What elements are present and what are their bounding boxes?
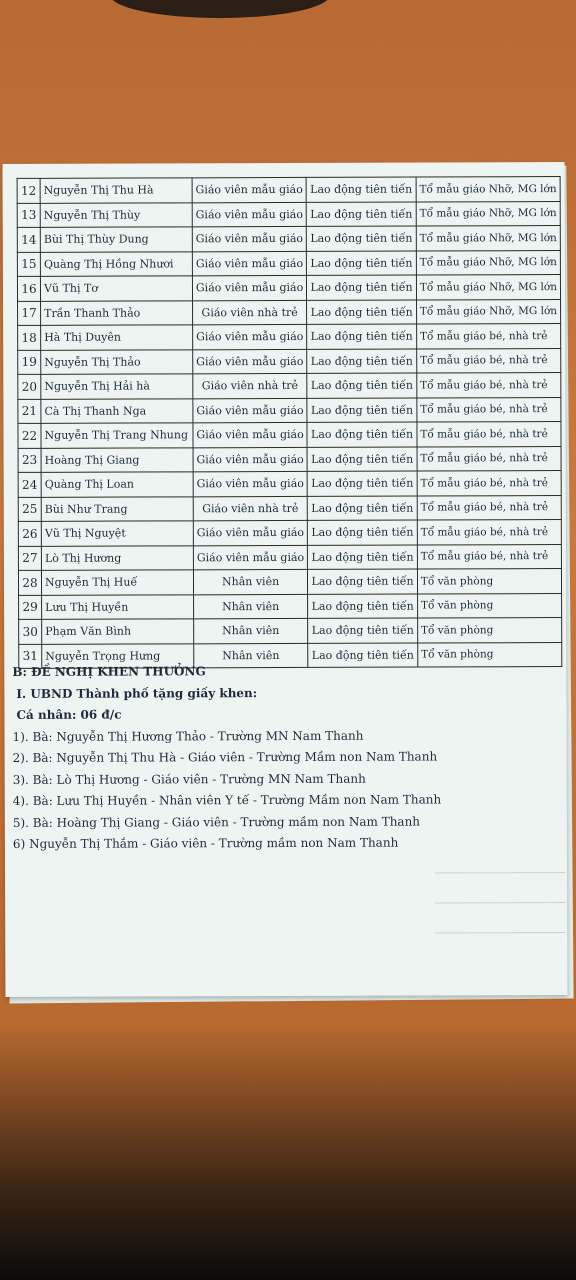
role-cell: Giáo viên mẫu giáo bbox=[193, 398, 308, 423]
unit-cell: Tổ mẫu giáo bé, nhà trẻ bbox=[417, 520, 561, 545]
unit-cell: Tổ mẫu giáo bé, nhà trẻ bbox=[417, 471, 561, 496]
nominee-item: 3). Bà: Lò Thị Hương - Giáo viên - Trường MN Nam Thanh bbox=[12, 771, 366, 787]
name-cell: Bùi Như Trang bbox=[41, 496, 193, 521]
table-row bbox=[18, 299, 561, 325]
title-cell: Lao động tiên tiến bbox=[308, 545, 418, 570]
nominee-item: 2). Bà: Nguyễn Thị Thu Hà - Giáo viên - Trường Mầm non Nam Thanh bbox=[12, 749, 438, 765]
title-cell: Lao động tiên tiến bbox=[307, 422, 417, 447]
role-cell: Giáo viên mẫu giáo bbox=[193, 520, 308, 545]
title-cell: Lao động tiên tiến bbox=[307, 373, 417, 398]
title-cell: Lao động tiên tiến bbox=[306, 177, 416, 202]
stt-cell: 31 bbox=[19, 644, 42, 669]
role-cell: Giáo viên nhà trẻ bbox=[192, 300, 307, 325]
stt-cell: 20 bbox=[18, 374, 41, 399]
table-row bbox=[17, 250, 560, 276]
stt-cell: 25 bbox=[18, 497, 41, 522]
roster-body bbox=[17, 177, 562, 669]
stt-cell: 15 bbox=[17, 252, 40, 277]
role-cell: Giáo viên mẫu giáo bbox=[193, 349, 308, 374]
stt-cell: 26 bbox=[18, 521, 41, 546]
stt-cell: 13 bbox=[17, 203, 40, 228]
unit-cell: Tổ văn phòng bbox=[417, 593, 561, 618]
stt-cell: 19 bbox=[18, 350, 41, 375]
table-row bbox=[17, 201, 560, 227]
role-cell: Nhân viên bbox=[193, 594, 308, 619]
unit-cell: Tổ mẫu giáo bé, nhà trẻ bbox=[417, 446, 561, 471]
stt-cell: 12 bbox=[17, 178, 40, 203]
name-cell: Hà Thị Duyên bbox=[41, 325, 193, 350]
unit-cell: Tổ văn phòng bbox=[417, 569, 561, 594]
nominee-item: 5). Bà: Hoàng Thị Giang - Giáo viên - Trường mầm non Nam Thanh bbox=[12, 814, 421, 830]
name-cell: Phạm Văn Bình bbox=[42, 619, 194, 644]
name-cell: Lưu Thị Huyền bbox=[42, 594, 194, 619]
title-cell: Lao động tiên tiến bbox=[307, 398, 417, 423]
name-cell: Lò Thị Hương bbox=[41, 545, 193, 570]
table-row bbox=[18, 397, 561, 423]
stt-cell: 28 bbox=[18, 570, 41, 595]
faint-rule bbox=[435, 872, 565, 873]
role-cell: Giáo viên mẫu giáo bbox=[192, 202, 307, 227]
table-row bbox=[18, 373, 561, 399]
table-row bbox=[18, 471, 561, 497]
nominee-item: 1). Bà: Nguyễn Thị Hương Thảo - Trường MN Nam Thanh bbox=[12, 728, 364, 744]
name-cell: Quàng Thị Hồng Nhươi bbox=[40, 251, 192, 276]
name-cell: Quàng Thị Loan bbox=[41, 472, 193, 497]
name-cell: Trần Thanh Thảo bbox=[41, 300, 193, 325]
stt-cell: 24 bbox=[18, 472, 41, 497]
table-row bbox=[18, 569, 561, 595]
table-row bbox=[17, 177, 560, 203]
stt-cell: 30 bbox=[19, 619, 42, 644]
stt-cell: 23 bbox=[18, 448, 41, 473]
stt-cell: 27 bbox=[18, 546, 41, 571]
table-row bbox=[19, 618, 562, 644]
title-cell: Lao động tiên tiến bbox=[307, 275, 417, 300]
role-cell: Giáo viên nhà trẻ bbox=[193, 496, 308, 521]
table-row bbox=[18, 324, 561, 350]
role-cell: Nhân viên bbox=[193, 569, 308, 594]
role-cell: Giáo viên mẫu giáo bbox=[193, 471, 308, 496]
unit-cell: Tổ mẫu giáo bé, nhà trẻ bbox=[417, 397, 561, 422]
unit-cell: Tổ mẫu giáo bé, nhà trẻ bbox=[416, 324, 560, 349]
unit-cell: Tổ mẫu giáo Nhỡ, MG lớn bbox=[416, 275, 560, 300]
award-roster-table bbox=[17, 176, 563, 669]
section-i-heading: I. UBND Thành phố tặng giấy khen: bbox=[16, 685, 258, 701]
table-row bbox=[18, 348, 561, 374]
unit-cell: Tổ mẫu giáo Nhỡ, MG lớn bbox=[416, 250, 560, 275]
table-row bbox=[18, 422, 561, 448]
unit-cell: Tổ mẫu giáo Nhỡ, MG lớn bbox=[416, 299, 560, 324]
commendation-section bbox=[12, 660, 563, 855]
title-cell: Lao động tiên tiến bbox=[306, 202, 416, 227]
unit-cell: Tổ mẫu giáo bé, nhà trẻ bbox=[417, 422, 561, 447]
title-cell: Lao động tiên tiến bbox=[308, 520, 418, 545]
unit-cell: Tổ mẫu giáo Nhỡ, MG lớn bbox=[416, 201, 560, 226]
name-cell: Nguyễn Thị Thảo bbox=[41, 349, 193, 374]
table-row bbox=[18, 495, 561, 521]
unit-cell: Tổ mẫu giáo bé, nhà trẻ bbox=[417, 544, 561, 569]
stt-cell: 14 bbox=[17, 227, 40, 252]
table-row bbox=[18, 520, 561, 546]
role-cell: Giáo viên mẫu giáo bbox=[192, 177, 307, 202]
unit-cell: Tổ mẫu giáo bé, nhà trẻ bbox=[417, 495, 561, 520]
role-cell: Nhân viên bbox=[193, 618, 308, 643]
title-cell: Lao động tiên tiến bbox=[307, 496, 417, 521]
title-cell: Lao động tiên tiến bbox=[307, 349, 417, 374]
stt-cell: 18 bbox=[18, 325, 41, 350]
name-cell: Bùi Thị Thùy Dung bbox=[40, 227, 192, 252]
unit-cell: Tổ văn phòng bbox=[417, 618, 561, 643]
title-cell: Lao động tiên tiến bbox=[307, 251, 417, 276]
title-cell: Lao động tiên tiến bbox=[308, 618, 418, 643]
role-cell: Giáo viên mẫu giáo bbox=[193, 422, 308, 447]
unit-cell: Tổ văn phòng bbox=[418, 642, 562, 667]
section-b-heading: B: ĐỀ NGHỊ KHEN THƯỞNG bbox=[12, 664, 206, 679]
role-cell: Giáo viên mẫu giáo bbox=[192, 251, 307, 276]
stt-cell: 17 bbox=[18, 301, 41, 326]
lamp-base-shadow bbox=[110, 0, 330, 18]
name-cell: Nguyễn Thị Huế bbox=[41, 570, 193, 595]
name-cell: Hoàng Thị Giang bbox=[41, 447, 193, 472]
stt-cell: 22 bbox=[18, 423, 41, 448]
role-cell: Giáo viên nhà trẻ bbox=[193, 373, 308, 398]
name-cell: Vũ Thị Tơ bbox=[40, 276, 192, 301]
table-row bbox=[18, 446, 561, 472]
role-cell: Giáo viên mẫu giáo bbox=[193, 545, 308, 570]
name-cell: Nguyễn Thị Thùy bbox=[40, 202, 192, 227]
title-cell: Lao động tiên tiến bbox=[308, 569, 418, 594]
title-cell: Lao động tiên tiến bbox=[308, 643, 418, 668]
table-row bbox=[19, 593, 562, 619]
role-cell: Giáo viên mẫu giáo bbox=[192, 226, 307, 251]
role-cell: Nhân viên bbox=[194, 643, 309, 668]
table-row bbox=[17, 275, 560, 301]
individuals-count: Cá nhân: 06 đ/c bbox=[16, 707, 122, 722]
faint-rule bbox=[435, 902, 565, 903]
title-cell: Lao động tiên tiến bbox=[307, 324, 417, 349]
role-cell: Giáo viên mẫu giáo bbox=[192, 275, 307, 300]
unit-cell: Tổ mẫu giáo bé, nhà trẻ bbox=[417, 373, 561, 398]
document-page bbox=[3, 162, 568, 997]
table-row bbox=[18, 544, 561, 570]
name-cell: Nguyễn Thị Thu Hà bbox=[40, 178, 192, 203]
name-cell: Vũ Thị Nguyệt bbox=[41, 521, 193, 546]
role-cell: Giáo viên mẫu giáo bbox=[193, 447, 308, 472]
nominee-item: 6) Nguyễn Thị Thắm - Giáo viên - Trường mầm non Nam Thanh bbox=[12, 835, 399, 851]
nominee-item: 4). Bà: Lưu Thị Huyền - Nhân viên Y tế - Trường Mầm non Nam Thanh bbox=[12, 792, 442, 808]
faint-rule bbox=[435, 932, 565, 933]
name-cell: Cà Thị Thanh Nga bbox=[41, 398, 193, 423]
role-cell: Giáo viên mẫu giáo bbox=[192, 324, 307, 349]
unit-cell: Tổ mẫu giáo Nhỡ, MG lớn bbox=[416, 177, 560, 202]
stt-cell: 21 bbox=[18, 399, 41, 424]
name-cell: Nguyễn Thị Trang Nhung bbox=[41, 423, 193, 448]
title-cell: Lao động tiên tiến bbox=[308, 594, 418, 619]
title-cell: Lao động tiên tiến bbox=[307, 300, 417, 325]
title-cell: Lao động tiên tiến bbox=[307, 471, 417, 496]
unit-cell: Tổ mẫu giáo bé, nhà trẻ bbox=[417, 348, 561, 373]
stt-cell: 16 bbox=[17, 276, 40, 301]
name-cell: Nguyễn Thị Hải hà bbox=[41, 374, 193, 399]
title-cell: Lao động tiên tiến bbox=[307, 226, 417, 251]
name-cell: Nguyễn Trọng Hưng bbox=[42, 643, 194, 668]
table-row bbox=[17, 226, 560, 252]
stt-cell: 29 bbox=[19, 595, 42, 620]
unit-cell: Tổ mẫu giáo Nhỡ, MG lớn bbox=[416, 226, 560, 251]
title-cell: Lao động tiên tiến bbox=[307, 447, 417, 472]
